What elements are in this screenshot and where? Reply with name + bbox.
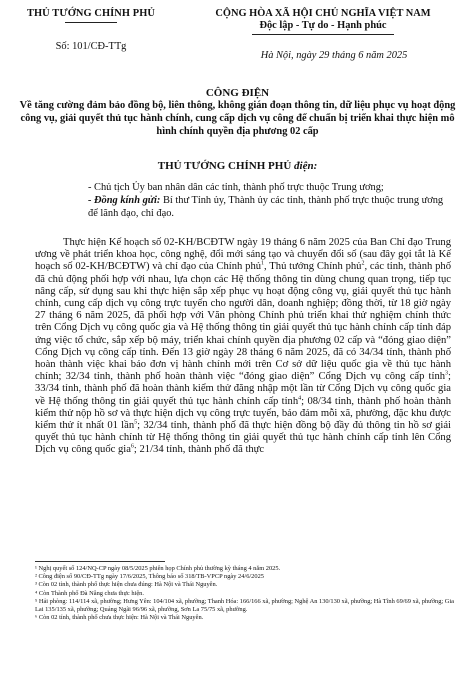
- motto-underline: [252, 34, 394, 35]
- recipient-line: - Chủ tịch Ủy ban nhân dân các tỉnh, thành phố trực thuộc Trung ương;: [88, 182, 384, 193]
- footnotes: [35, 565, 455, 622]
- footnote: ² Công điện số 90/CĐ-TTg ngày 17/6/2025, Thông báo số 318/TB-VPCP ngày 24/6/2025: [35, 573, 264, 581]
- national-title: CỘNG HÒA XÃ HỘI CHỦ NGHĨA VIỆT NAM: [215, 8, 431, 19]
- body-text: ; 08/34 tỉnh, thành phố hoàn thành kiểm thử nộp hồ sơ và thực hiện dịch vụ công trực tuyến, bảo đảm mỗi xã, phường, đặc khu được kiểm thử ít nhất 01 lần: [35, 395, 451, 432]
- document-subject: Về tăng cường đảm bảo đồng bộ, liên thông, không gián đoạn thông tin, dữ liệu phục vụ hoạt động công vụ, giải quyết thủ tục hành chính, cung cấp dịch vụ công để chuẩn bị triển khai thực hiện mô hình chính quyền địa phương 02 cấp: [19, 100, 456, 137]
- footnote-ref: 2: [361, 260, 365, 267]
- body-text: ; 32/34 tỉnh, thành phố đã thực hiện đồng bộ đầy đủ thông tin hồ sơ giải quyết thủ tục hành chính từ Hệ thống thông tin giải quyết thủ tục hành chính cấp tỉnh lên Cổng Dịch vụ công quốc gia: [35, 420, 451, 456]
- body-text: , Thủ tướng Chính phủ: [264, 261, 362, 273]
- issuing-agency: THỦ TƯỚNG CHÍNH PHỦ: [26, 8, 156, 19]
- footnote: ¹ Nghị quyết số 124/NQ-CP ngày 08/5/2025 phiên họp Chính phủ thường kỳ tháng 4 năm 2025.: [35, 565, 281, 572]
- footnote-ref: 1: [261, 260, 265, 267]
- addresser-name: THỦ TƯỚNG CHÍNH PHỦ: [157, 160, 292, 172]
- addresser: [0, 160, 475, 172]
- body-text: Thực hiện Kế hoạch số 02-KH/BCĐTW ngày 19 tháng 6 năm 2025 của Ban Chỉ đạo Trung ương về phát triển khoa học, công nghệ, đổi mới sáng tạo và chuyển đổi số (sau đây gọi tắt là Kế hoạch số 02-KH/BCĐTW) và chỉ đạo của Chính phủ: [35, 237, 451, 273]
- place-and-date: Hà Nội, ngày 29 tháng 6 năm 2025: [260, 50, 408, 61]
- body-text: ; 33/34 tỉnh, thành phố đã hoàn thành kiểm thử đăng nhập một lần từ Cổng Dịch vụ công quốc gia về Hệ thống thông tin giải quyết thủ tục hành chính cấp tỉnh: [35, 371, 451, 407]
- footnote-ref: 4: [298, 395, 302, 402]
- footnote-ref: 3: [445, 370, 449, 377]
- cc-line: [88, 194, 450, 220]
- footnote: ⁶ Còn 02 tỉnh, thành phố chưa thực hiện: Hà Nội và Thái Nguyên.: [35, 614, 204, 622]
- agency-underline: [65, 22, 117, 23]
- body-paragraph: [35, 237, 451, 457]
- footnote-separator: [35, 561, 165, 562]
- national-motto: Độc lập - Tự do - Hạnh phúc: [259, 20, 387, 31]
- footnote-ref: 6: [130, 443, 134, 450]
- addresser-suffix: điện:: [294, 160, 318, 172]
- footnote-ref: 5: [134, 419, 138, 426]
- national-title-block: [176, 8, 470, 61]
- footnote: ³ Còn 02 tỉnh, thành phố thực hiện chưa đúng: Hà Nội và Thái Nguyên.: [35, 581, 218, 589]
- document-number: Số: 101/CĐ-TTg: [55, 41, 127, 52]
- body-text: , các tỉnh, thành phố đã chủ động phối hợp với nhau, lựa chọn các Hệ thống thông tin dùng chung quan trọng, tiếp tục nâng cấp, sử dụng sau khi thực hiện sắp xếp phục vụ hoạt động công vụ, giải quyết thủ tục hành chính, cung cấp dịch vụ công trực tuyến cho người dân, doanh nghiệp; đồng thời, từ 18 giờ ngày 27 tháng 6 năm 2025, đã phối hợp với Văn phòng Chính phủ triển khai thử nghiệm chính thức trên Cổng Dịch vụ công quốc gia và Hệ thống thông tin giải quyết thủ tục hành chính cấp tỉnh đáp ứng việc tổ chức, sắp xếp bộ máy, triển khai chính quyền địa phương 02 cấp và “đóng giao diện” Cổng Dịch vụ công cấp tỉnh. Đến 13 giờ ngày 28 tháng 6 năm 2025, đã có 34/34 tỉnh, thành phố hoàn thành việc khai báo đơn vị hành chính mới trên Cơ sở dữ liệu quốc gia về thủ tục hành chính; 32/34 tỉnh, thành phố hoàn thành việc “đóng giao diện” Cổng Dịch vụ công cấp tỉnh: [35, 261, 452, 383]
- body-text: ; 21/34 tỉnh, thành phố đã thực: [133, 444, 265, 456]
- document-body: [35, 237, 451, 457]
- cc-text: Bí thư Tỉnh ủy, Thành ủy các tỉnh, thành phố trực thuộc trung ương để lãnh đạo, chỉ đạo.: [88, 195, 444, 219]
- issuing-agency-block: [12, 8, 170, 52]
- footnote: ⁴ Còn Thành phố Đà Nẵng chưa thực hiện.: [35, 589, 144, 597]
- cc-prefix: - Đồng kính gửi:: [88, 195, 161, 206]
- recipients: [88, 181, 450, 220]
- document-type: CÔNG ĐIỆN: [205, 87, 270, 99]
- footnote: ⁵ Hải phòng: 114/114 xã, phường; Hưng Yên: 104/104 xã, phường; Thanh Hóa: 166/166 xã, phường; Nghệ An 130/130 xã, phường; Hà Tĩnh 69/69 xã, phường; Gia Lai 135/135 xã, phường; Quảng Ngãi 96/96 xã, phường, Sơn La 75/75 xã, phường.: [35, 597, 454, 614]
